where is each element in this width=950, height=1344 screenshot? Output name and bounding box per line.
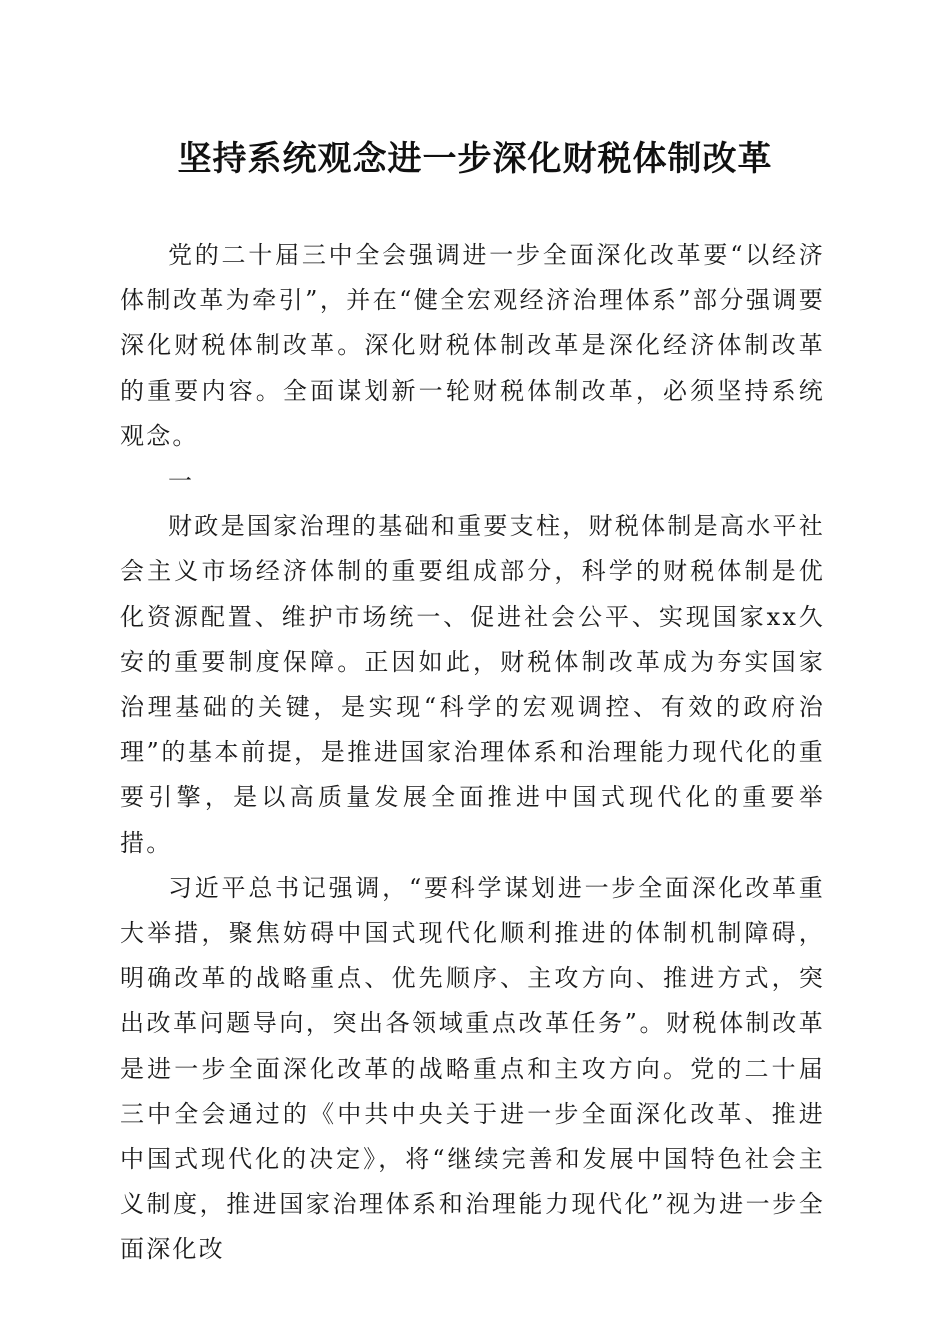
- paragraph-intro: 党的二十届三中全会强调进一步全面深化改革要“以经济体制改革为牵引”，并在“健全宏观经济治理体系”部分强调要深化财税体制改革。深化财税体制改革是深化经济体制改革的重要内容。全面谋划新一轮财税体制改革，必须坚持系统观念。: [120, 241, 825, 450]
- section-number-one: 一: [168, 467, 195, 496]
- paragraph-finance-foundation: 财政是国家治理的基础和重要支柱，财税体制是高水平社会主义市场经济体制的重要组成部分，科学的财税体制是优化资源配置、维护市场统一、促进社会公平、实现国家xx久安的重要制度保障。正因如此，财税体制改革成为夯实国家治理基础的关键，是实现“科学的宏观调控、有效的政府治理”的基本前提，是推进国家治理体系和治理能力现代化的重要引擎，是以高质量发展全面推进中国式现代化的重要举措。: [120, 512, 825, 857]
- paragraph-reform-emphasis: 习近平总书记强调，“要科学谋划进一步全面深化改革重大举措，聚焦妨碍中国式现代化顺利推进的体制机制障碍，明确改革的战略重点、优先顺序、主攻方向、推进方式，突出改革问题导向，突出各领域重点改革任务”。财税体制改革是进一步全面深化改革的战略重点和主攻方向。党的二十届三中全会通过的《中共中央关于进一步全面深化改革、推进中国式现代化的决定》，将“继续完善和发展中国特色社会主义制度，推进国家治理体系和治理能力现代化”视为进一步全面深化改: [120, 873, 825, 1264]
- document-title: 坚持系统观念进一步深化财税体制改革: [177, 139, 773, 179]
- document-body: [120, 233, 825, 1273]
